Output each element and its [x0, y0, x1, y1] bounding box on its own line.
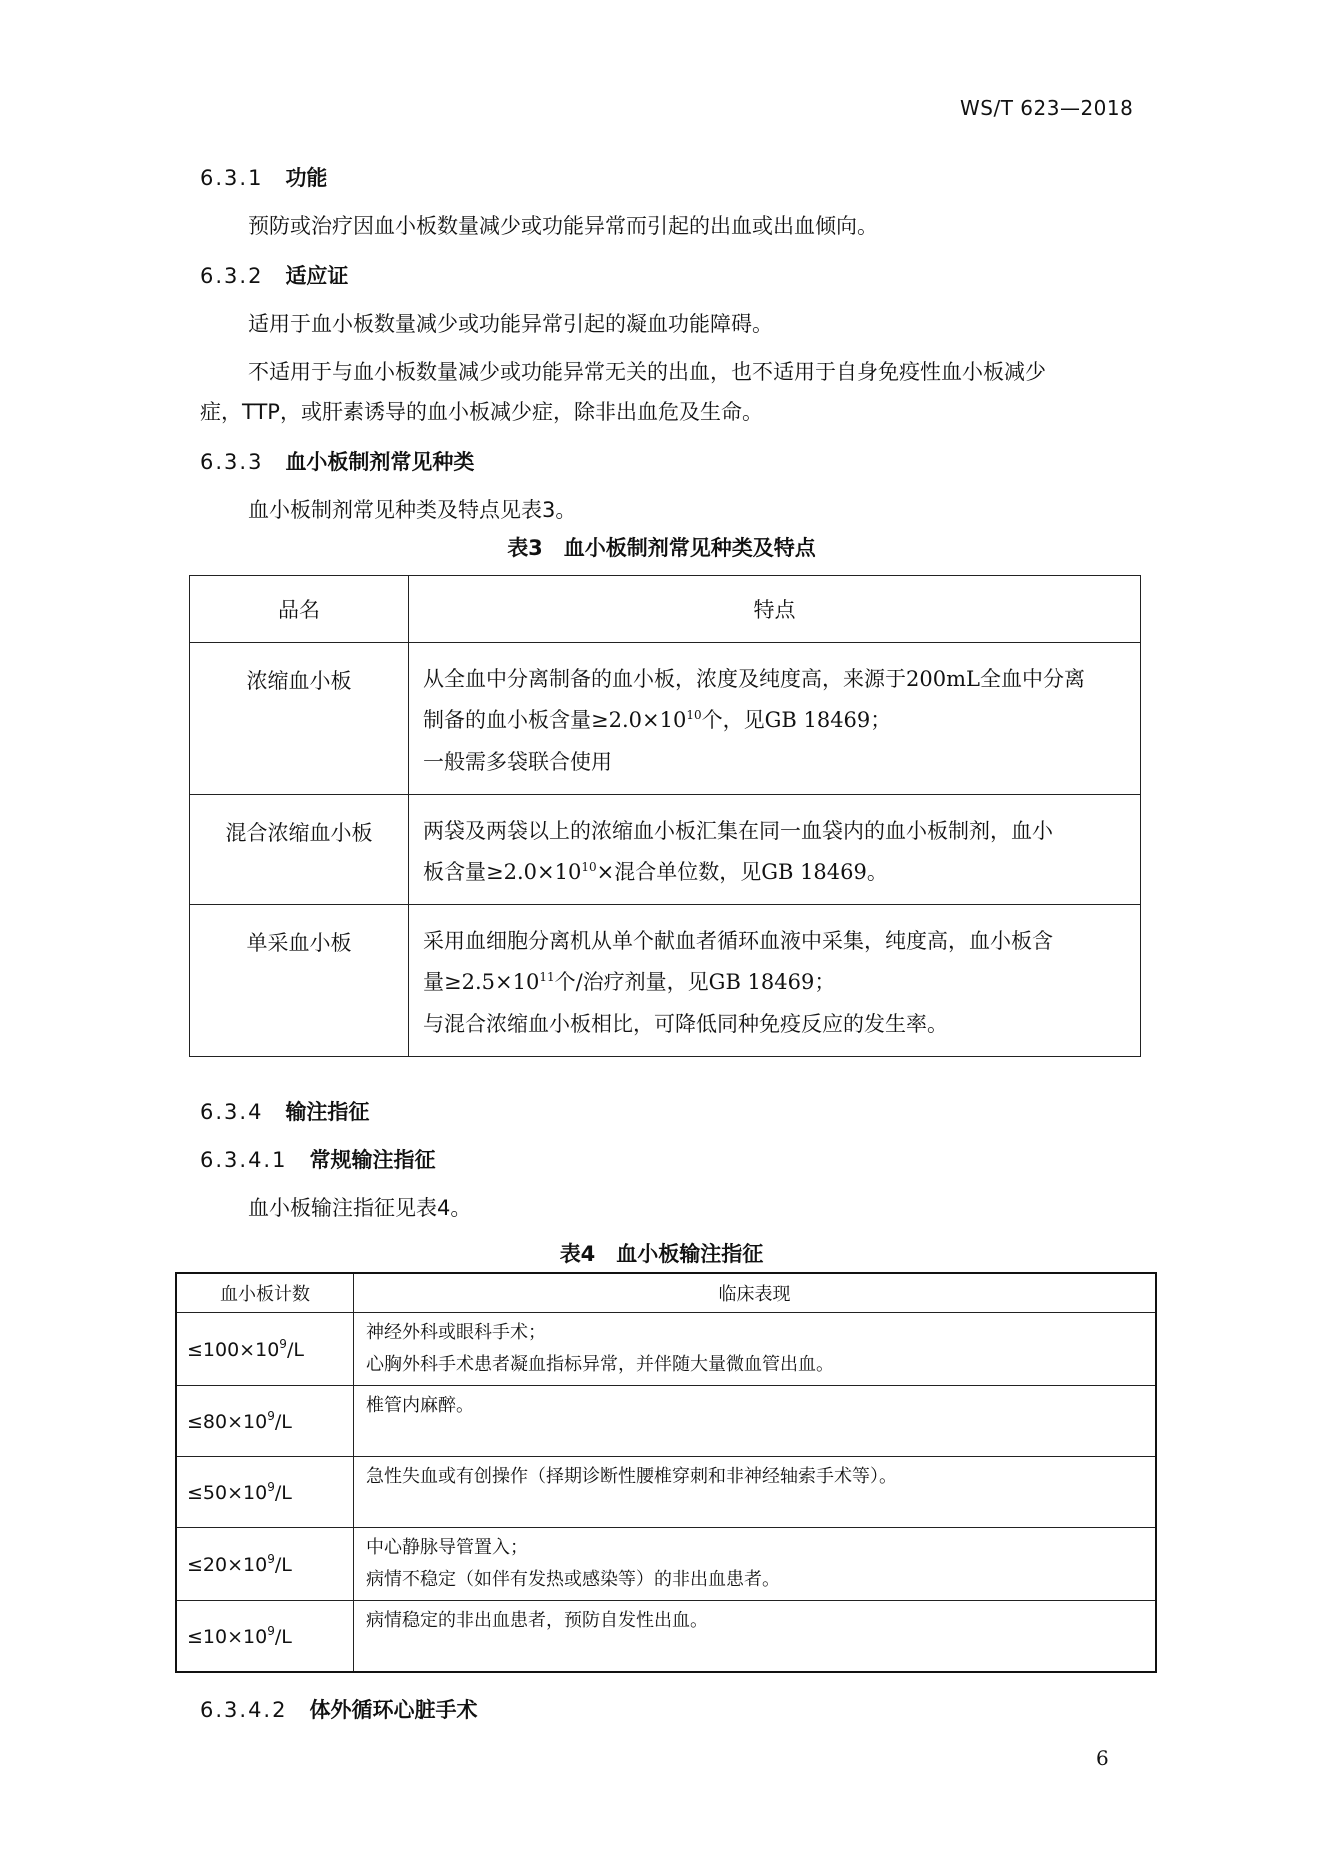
table-row — [190, 643, 1141, 795]
column-header-clinical-presentation: 临床表现 — [354, 1273, 1157, 1313]
table-row — [176, 1528, 1156, 1601]
section-heading-6-3-1 — [200, 162, 327, 192]
page-number: 6 — [1096, 1746, 1109, 1770]
feature-line: 量≥2.5×10 — [423, 970, 540, 994]
clinical-presentation: 急性失血或有创操作（择期诊断性腰椎穿刺和非神经轴索手术等）。 — [354, 1457, 1157, 1528]
section-number: 6.3.2 — [200, 264, 264, 288]
section-title: 适应证 — [285, 264, 349, 288]
table-row — [176, 1601, 1156, 1673]
paragraph-indication: 适用于血小板数量减少或功能异常引起的凝血功能障碍。 — [248, 312, 773, 336]
section-number: 6.3.4.2 — [200, 1698, 288, 1722]
clinical-presentation: 病情稳定的非出血患者，预防自发性出血。 — [354, 1601, 1157, 1673]
paragraph-contraindication-line-2: 症，TTP，或肝素诱导的血小板减少症，除非出血危及生命。 — [200, 400, 763, 424]
table-row — [176, 1457, 1156, 1528]
section-heading-6-3-4-1 — [200, 1144, 435, 1174]
exponent: 10 — [686, 708, 702, 722]
product-name: 单采血小板 — [190, 905, 409, 1057]
clinical-presentation: 神经外科或眼科手术； 心胸外科手术患者凝血指标异常，并伴随大量微血管出血。 — [354, 1313, 1157, 1386]
product-features — [409, 795, 1141, 905]
table-3-caption: 表3 血小板制剂常见种类及特点 — [507, 536, 816, 560]
platelet-count: $\le 10\times 10^9/L$ — [176, 1601, 354, 1673]
platelet-count: $\le 20\times 10^9/L$ — [176, 1528, 354, 1601]
section-number: 6.3.4 — [200, 1100, 264, 1124]
clinical-presentation: 椎管内麻醉。 — [354, 1386, 1157, 1457]
section-number: 6.3.4.1 — [200, 1148, 288, 1172]
exponent: 11 — [539, 970, 555, 984]
section-title: 输注指征 — [285, 1100, 370, 1124]
product-name: 浓缩血小板 — [190, 643, 409, 795]
platelet-count: $\le 50\times 10^9/L$ — [176, 1457, 354, 1528]
feature-line: 两袋及两袋以上的浓缩血小板汇集在同一血袋内的血小板制剂，血小 — [423, 819, 1053, 843]
table-4-caption: 表4 血小板输注指征 — [559, 1242, 764, 1266]
section-heading-6-3-4 — [200, 1096, 369, 1126]
paragraph-contraindication-line-1: 不适用于与血小板数量减少或功能异常无关的出血，也不适用于自身免疫性血小板减少 — [248, 360, 1046, 384]
product-features — [409, 643, 1141, 795]
table-4 — [175, 1272, 1157, 1673]
section-title: 功能 — [285, 166, 328, 190]
column-header-name: 品名 — [190, 576, 409, 643]
paragraph-preparation-types: 血小板制剂常见种类及特点见表3。 — [248, 498, 577, 522]
clinical-presentation: 中心静脉导管置入； 病情不稳定（如伴有发热或感染等）的非出血患者。 — [354, 1528, 1157, 1601]
feature-line: 采用血细胞分离机从单个献血者循环血液中采集，纯度高，血小板含 — [423, 929, 1053, 953]
section-heading-6-3-2 — [200, 260, 348, 290]
section-number: 6.3.3 — [200, 450, 264, 474]
feature-line: ×混合单位数，见GB 18469。 — [596, 860, 888, 884]
section-title: 血小板制剂常见种类 — [285, 450, 475, 474]
feature-line: 与混合浓缩血小板相比，可降低同种免疫反应的发生率。 — [423, 1012, 948, 1036]
product-features — [409, 905, 1141, 1057]
column-header-features: 特点 — [409, 576, 1141, 643]
feature-line: 从全血中分离制备的血小板，浓度及纯度高，来源于200mL全血中分离 — [423, 667, 1085, 691]
section-heading-6-3-3 — [200, 446, 474, 476]
platelet-count: $\le 80\times 10^9/L$ — [176, 1386, 354, 1457]
feature-line: 一般需多袋联合使用 — [423, 750, 612, 774]
column-header-platelet-count: 血小板计数 — [176, 1273, 354, 1313]
paragraph-function: 预防或治疗因血小板数量减少或功能异常而引起的出血或出血倾向。 — [248, 214, 878, 238]
section-number: 6.3.1 — [200, 166, 264, 190]
document-code: WS/T 623—2018 — [960, 96, 1134, 120]
section-title: 常规输注指征 — [309, 1148, 436, 1172]
table-header-row — [176, 1273, 1156, 1313]
paragraph-transfusion-indication: 血小板输注指征见表4。 — [248, 1196, 472, 1220]
feature-line: 制备的血小板含量≥2.0×10 — [423, 708, 687, 732]
section-title: 体外循环心脏手术 — [309, 1698, 478, 1722]
table-row — [176, 1386, 1156, 1457]
feature-line: 个/治疗剂量，见GB 18469； — [554, 970, 836, 994]
feature-line: 个，见GB 18469； — [701, 708, 892, 732]
section-heading-6-3-4-2 — [200, 1694, 477, 1724]
table-header-row — [190, 576, 1141, 643]
product-name: 混合浓缩血小板 — [190, 795, 409, 905]
exponent: 10 — [581, 860, 597, 874]
table-row — [190, 795, 1141, 905]
feature-line: 板含量≥2.0×10 — [423, 860, 582, 884]
table-row — [190, 905, 1141, 1057]
table-row — [176, 1313, 1156, 1386]
table-3 — [189, 575, 1141, 1057]
platelet-count: $\le 100\times 10^9/L$ — [176, 1313, 354, 1386]
